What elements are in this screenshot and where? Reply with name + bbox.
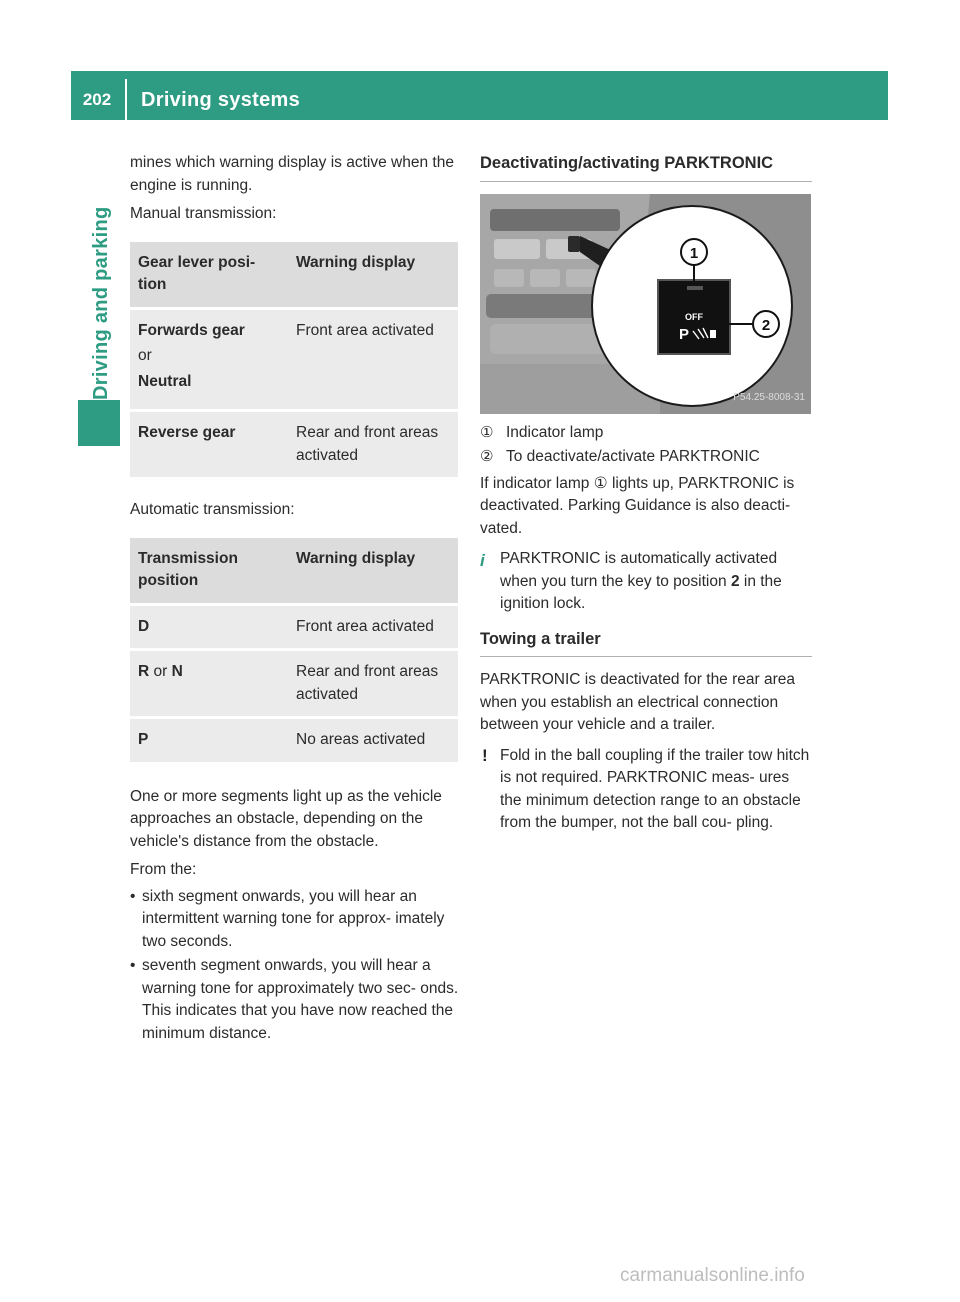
towing-paragraph: PARKTRONIC is deactivated for the rear area when you establish an electrical connection between your vehicle and a trailer.	[480, 671, 796, 733]
callout-1: 1	[689, 244, 699, 262]
position-n: N	[171, 663, 183, 680]
legend-number: ①	[480, 423, 494, 441]
key-position: 2	[730, 572, 740, 590]
from-the-text: From the:	[130, 861, 197, 878]
inline-number: ①	[593, 474, 608, 492]
side-tab-label: Driving and parking	[90, 206, 112, 400]
center-console-figure	[480, 194, 811, 414]
header-divider	[125, 79, 127, 120]
position-text: Forwards gear	[138, 321, 245, 339]
legend-item	[480, 446, 812, 469]
console-illustration	[480, 194, 811, 414]
info-note: i PARKTRONIC is automatically activated when you turn the key to position 2 in the ignition lock.	[480, 550, 782, 612]
manual-table	[130, 242, 458, 478]
legend-item	[480, 422, 812, 445]
header-cell: Transmission position	[130, 538, 288, 605]
table-header-row	[130, 242, 458, 309]
display-cell: No areas activated	[288, 718, 458, 762]
table-header-row	[130, 538, 458, 605]
warning-icon: !	[482, 745, 488, 765]
table-row	[130, 308, 458, 411]
section-heading: Towing a trailer	[480, 628, 812, 658]
header-cell: Warning display	[288, 538, 458, 605]
header-cell: Warning display	[288, 242, 458, 309]
list-item: • seventh segment onwards, you will hear a warning tone for approximately two sec- onds. This indicates that you have now reached the minimum distance.	[130, 955, 460, 1045]
position-cell	[130, 308, 288, 411]
warning-text: Fold in the ball coupling if the trailer tow hitch is not required. PARKTRONIC meas- ures the minimum detection range to an obstacle from the bumper, not the ball cou- pling.	[500, 746, 810, 831]
display-cell: Rear and front areas activated	[288, 650, 458, 718]
indicator-paragraph: If indicator lamp ① lights up, PARKTRONIC is deactivated. Parking Guidance is also deacti- vated.	[480, 474, 795, 537]
section-heading: Deactivating/activating PARKTRONIC	[480, 152, 812, 182]
callout-2: 2	[761, 316, 771, 334]
legend-text: To deactivate/activate PARKTRONIC	[506, 448, 760, 465]
parking-symbol: P	[678, 325, 690, 343]
figure-code: P54.25-8008-31	[733, 392, 805, 403]
position-r: R	[138, 663, 150, 680]
position-text: Neutral	[138, 372, 192, 390]
position-or: or	[153, 663, 168, 680]
intro-text: mines which warning display is active when the engine is running.	[130, 154, 454, 194]
display-cell: Rear and front areas activated	[288, 411, 458, 478]
position-cell: P	[130, 718, 288, 762]
table-row	[130, 650, 458, 718]
position-cell: Reverse gear	[130, 411, 288, 478]
display-cell: Front area activated	[288, 604, 458, 650]
side-tab-marker	[78, 400, 120, 446]
left-column	[130, 152, 460, 1045]
right-column	[480, 152, 812, 835]
table-row	[130, 604, 458, 650]
position-cell	[130, 650, 288, 718]
table-row	[130, 718, 458, 762]
position-or: or	[138, 347, 152, 364]
chapter-title: Driving systems	[141, 89, 301, 111]
info-icon: i	[480, 551, 485, 570]
list-item: • sixth segment onwards, you will hear an intermittent warning tone for approx- imately two seconds.	[130, 886, 460, 954]
side-tab	[80, 130, 120, 400]
header-cell: Gear lever posi- tion	[130, 242, 288, 309]
watermark: carmanualsonline.info	[620, 1265, 805, 1286]
auto-table	[130, 538, 458, 762]
segments-text: One or more segments light up as the vehicle approaches an obstacle, depending on the vehicle's distance from the obstacle.	[130, 787, 442, 850]
auto-label: Automatic transmission:	[130, 501, 295, 518]
off-label: OFF	[685, 311, 703, 322]
bullet-list	[130, 886, 460, 1046]
page-number: 202	[82, 90, 112, 109]
table-row	[130, 411, 458, 478]
position-cell: D	[130, 604, 288, 650]
legend-number: ②	[480, 448, 494, 465]
manual-label: Manual transmission:	[130, 205, 277, 222]
display-cell: Front area activated	[288, 308, 458, 411]
legend-text: Indicator lamp	[506, 423, 604, 441]
warning-note	[480, 745, 812, 835]
